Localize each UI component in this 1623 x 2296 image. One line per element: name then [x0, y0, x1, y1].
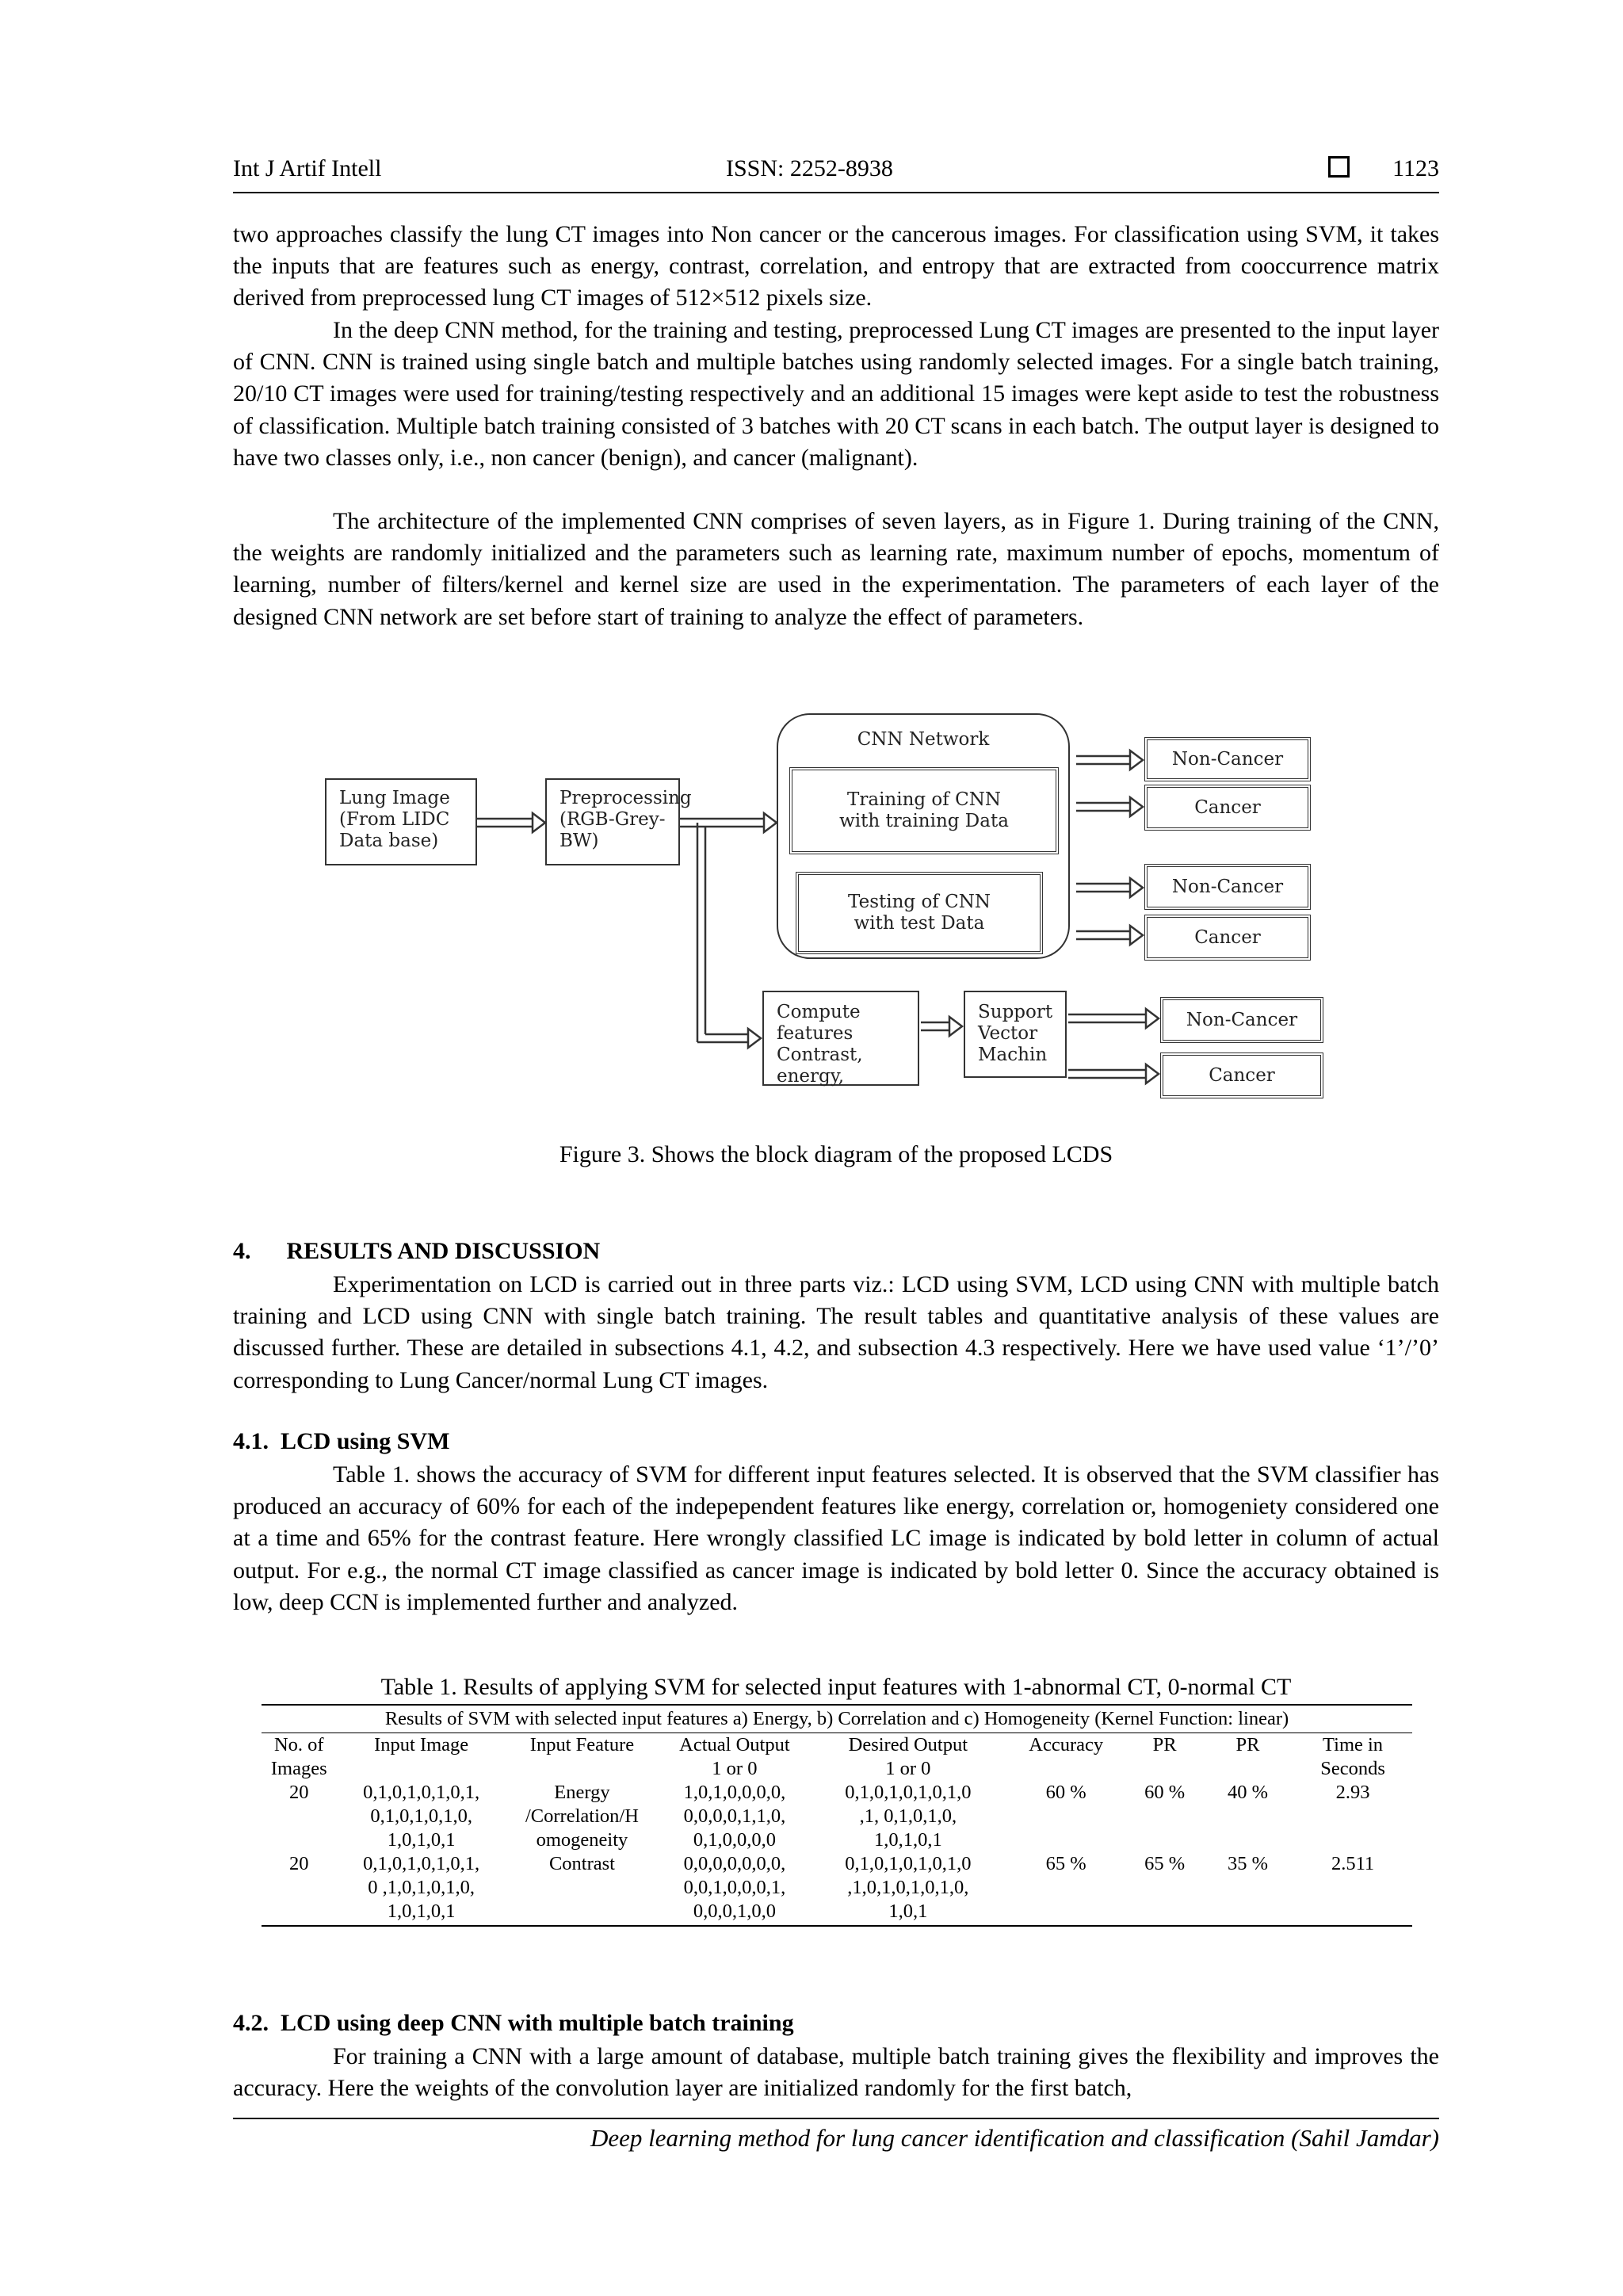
- table-cell: 0,1,0,1,0,1,0,1,0 ,1, 0,1,0,1,0, 1,0,1,0,1: [845, 1782, 972, 1851]
- section-4-1-text: Table 1. shows the accuracy of SVM for different input features selected. It is observed that the SVM classifier has produced an accuracy of 60% for each of the indepependent features like energy, correlation or, homogeniety considered one at a time and 65% for the contrast feature. Here wrongly classified LC image is indicated by bold letter in column of actual output. For e.g., the normal CT image classified as cancer image is indicated by bold letter 0. Since the accuracy obtained is low, deep CCN is implemented further and analyzed.: [233, 1461, 1439, 1615]
- arrow-preprocessing-to-cnn: [680, 819, 764, 827]
- table-cell: Energy /Correlation/H omogeneity: [525, 1782, 639, 1851]
- table-1-caption: Table 1. Results of applying SVM for selected input features with 1-abnormal CT, 0-normal CT: [380, 1674, 1292, 1700]
- table-header-cell: Time in Seconds: [1320, 1734, 1385, 1779]
- section-4-2-heading: 4.2. LCD using deep CNN with multiple batch training: [233, 2010, 794, 2036]
- arrow-to-out4: [1076, 931, 1130, 939]
- arrow-to-out5: [1068, 1014, 1146, 1022]
- section-4-heading: 4. RESULTS AND DISCUSSION: [233, 1238, 601, 1264]
- output-cancer-3: Cancer: [1160, 1052, 1323, 1098]
- running-footer: Deep learning method for lung cancer identification and classification (Sahil Jamdar): [590, 2124, 1439, 2152]
- arrow-to-out3: [1076, 884, 1130, 892]
- table-cell: 60 %: [1045, 1782, 1086, 1803]
- arrow-compute-to-svm: [921, 1022, 949, 1030]
- table-cell: 65 %: [1005, 1852, 1127, 1926]
- table-cell: 0,1,0,1,0,1,0,1,0 ,1,0,1,0,1,0,1,0, 1,0,1: [812, 1852, 1005, 1926]
- block-diagram: [325, 713, 1347, 1125]
- table-cell: 0,1,0,1,0,1,0,1, 0,1,0,1,0,1,0, 1,0,1,0,1: [363, 1782, 480, 1851]
- section-4-2-text: For training a CNN with a large amount of database, multiple batch training gives the flexibility and improves the accuracy. Here the weights of the convolution layer are initialized randomly for the first batch,: [233, 2043, 1439, 2102]
- figure-caption: Figure 3. Shows the block diagram of the proposed LCDS: [559, 1141, 1113, 1167]
- arrow-to-out1: [1076, 756, 1130, 764]
- table-cell: 65 %: [1127, 1852, 1201, 1926]
- svm-block: Support Vector Machin: [964, 991, 1067, 1078]
- table-cell: 0,0,0,0,0,0,0, 0,0,1,0,0,0,1, 0,0,0,1,0,0: [658, 1852, 812, 1926]
- section-4-1-heading: 4.1. LCD using SVM: [233, 1428, 450, 1454]
- testing-block: Testing of CNN with test Data: [796, 872, 1043, 954]
- journal-name: Int J Artif Intell: [233, 155, 382, 181]
- table-row: [262, 1781, 1412, 1852]
- table-header-cell: No. of Images: [270, 1734, 327, 1779]
- table-cell: 60 %: [1144, 1782, 1186, 1803]
- paragraph-cnn-method: In the deep CNN method, for the training and testing, preprocessed Lung CT images are presented to the input layer of CNN. CNN is trained using single batch and multiple batches using randomly selected images. For a single batch training, 20/10 CT images were used for training/testing respectively and an additional 15 images were kept aside to test the robustness of classification. Multiple batch training consisted of 3 batches with 20 CT scans in each batch. The output layer is designed to have two classes only, i.e., non cancer (benign), and cancer (malignant).: [233, 317, 1439, 471]
- table-cell: 35 %: [1202, 1852, 1293, 1926]
- output-cancer-2: Cancer: [1144, 915, 1311, 961]
- lung-image-block: Lung Image (From LIDC Data base): [325, 778, 477, 865]
- table-header-cell: Accuracy: [1029, 1734, 1104, 1755]
- arrow-branch-down: [697, 823, 705, 1042]
- output-non-cancer-1: Non-Cancer: [1144, 737, 1311, 781]
- output-cancer-1: Cancer: [1144, 785, 1311, 831]
- cnn-network-title: CNN Network: [857, 729, 990, 750]
- table-cell: 1,0,1,0,0,0,0, 0,0,0,0,1,1,0, 0,1,0,0,0,0: [683, 1782, 786, 1851]
- table-header-cell: Actual Output 1 or 0: [679, 1734, 790, 1779]
- table-cell: 2.93: [1335, 1782, 1370, 1803]
- issn: ISSN: 2252-8938: [726, 155, 893, 181]
- arrow-to-out6: [1068, 1070, 1146, 1078]
- checkbox-icon: [1328, 156, 1350, 178]
- table-1: [262, 1704, 1412, 1927]
- arrowhead: [533, 813, 545, 832]
- table-header-cell: PR: [1235, 1734, 1260, 1755]
- output-non-cancer-2: Non-Cancer: [1144, 864, 1311, 910]
- table-1-subtitle: Results of SVM with selected input features a) Energy, b) Correlation and c) Homogeneity (Kernel Function: linear): [262, 1705, 1412, 1733]
- table-cell: 20: [288, 1782, 309, 1803]
- paragraph-intro: two approaches classify the lung CT images into Non cancer or the cancerous images. For classification using SVM, it takes the inputs that are features such as energy, contrast, correlation, and entropy that are extracted from cooccurrence matrix derived from preprocessed lung CT images of 512×512 pixels size.: [233, 221, 1439, 311]
- table-cell: 0,1,0,1,0,1,0,1, 0 ,1,0,1,0,1,0, 1,0,1,0,1: [336, 1852, 506, 1926]
- table-cell: 20: [262, 1852, 336, 1926]
- table-1-header-row: [262, 1733, 1412, 1782]
- running-header: [233, 155, 1439, 193]
- table-header-cell: Desired Output 1 or 0: [848, 1734, 968, 1779]
- preprocessing-block: Preprocessing (RGB-Grey- BW): [545, 778, 680, 865]
- table-header-cell: PR: [1152, 1734, 1177, 1755]
- table-header-cell: Input Image: [374, 1734, 469, 1755]
- table-row: [262, 1852, 1412, 1926]
- footer-rule: [233, 2118, 1439, 2119]
- arrow-lung-to-preprocessing: [475, 819, 533, 827]
- table-cell: 2.511: [1293, 1852, 1412, 1926]
- table-cell: 40 %: [1227, 1782, 1269, 1803]
- arrow-to-out2: [1076, 803, 1130, 811]
- training-block: Training of CNN with training Data: [789, 767, 1059, 854]
- compute-features-block: Compute features Contrast, energy,: [762, 991, 919, 1086]
- table-header-cell: Input Feature: [529, 1734, 635, 1755]
- page-number: 1123: [1392, 155, 1439, 181]
- table-cell: Contrast: [506, 1852, 658, 1926]
- output-non-cancer-3: Non-Cancer: [1160, 997, 1323, 1043]
- paragraph-architecture: The architecture of the implemented CNN comprises of seven layers, as in Figure 1. During training of the CNN, the weights are randomly initialized and the parameters such as learning rate, maximum number of epochs, momentum of learning, number of filters/kernel and kernel size are used in the experimentation. The parameters of each layer of the designed CNN network are set before start of training to analyze the effect of parameters.: [233, 508, 1439, 630]
- page-number-group: [1328, 155, 1439, 182]
- section-4-text: Experimentation on LCD is carried out in three parts viz.: LCD using SVM, LCD using CNN with multiple batch training and LCD using CNN with single batch training. The result tables and quantitative analysis of these values are discussed further. These are detailed in subsections 4.1, 4.2, and subsection 4.3 respectively. Here we have used value ‘1’/’0’ corresponding to Lung Cancer/normal Lung CT images.: [233, 1271, 1439, 1393]
